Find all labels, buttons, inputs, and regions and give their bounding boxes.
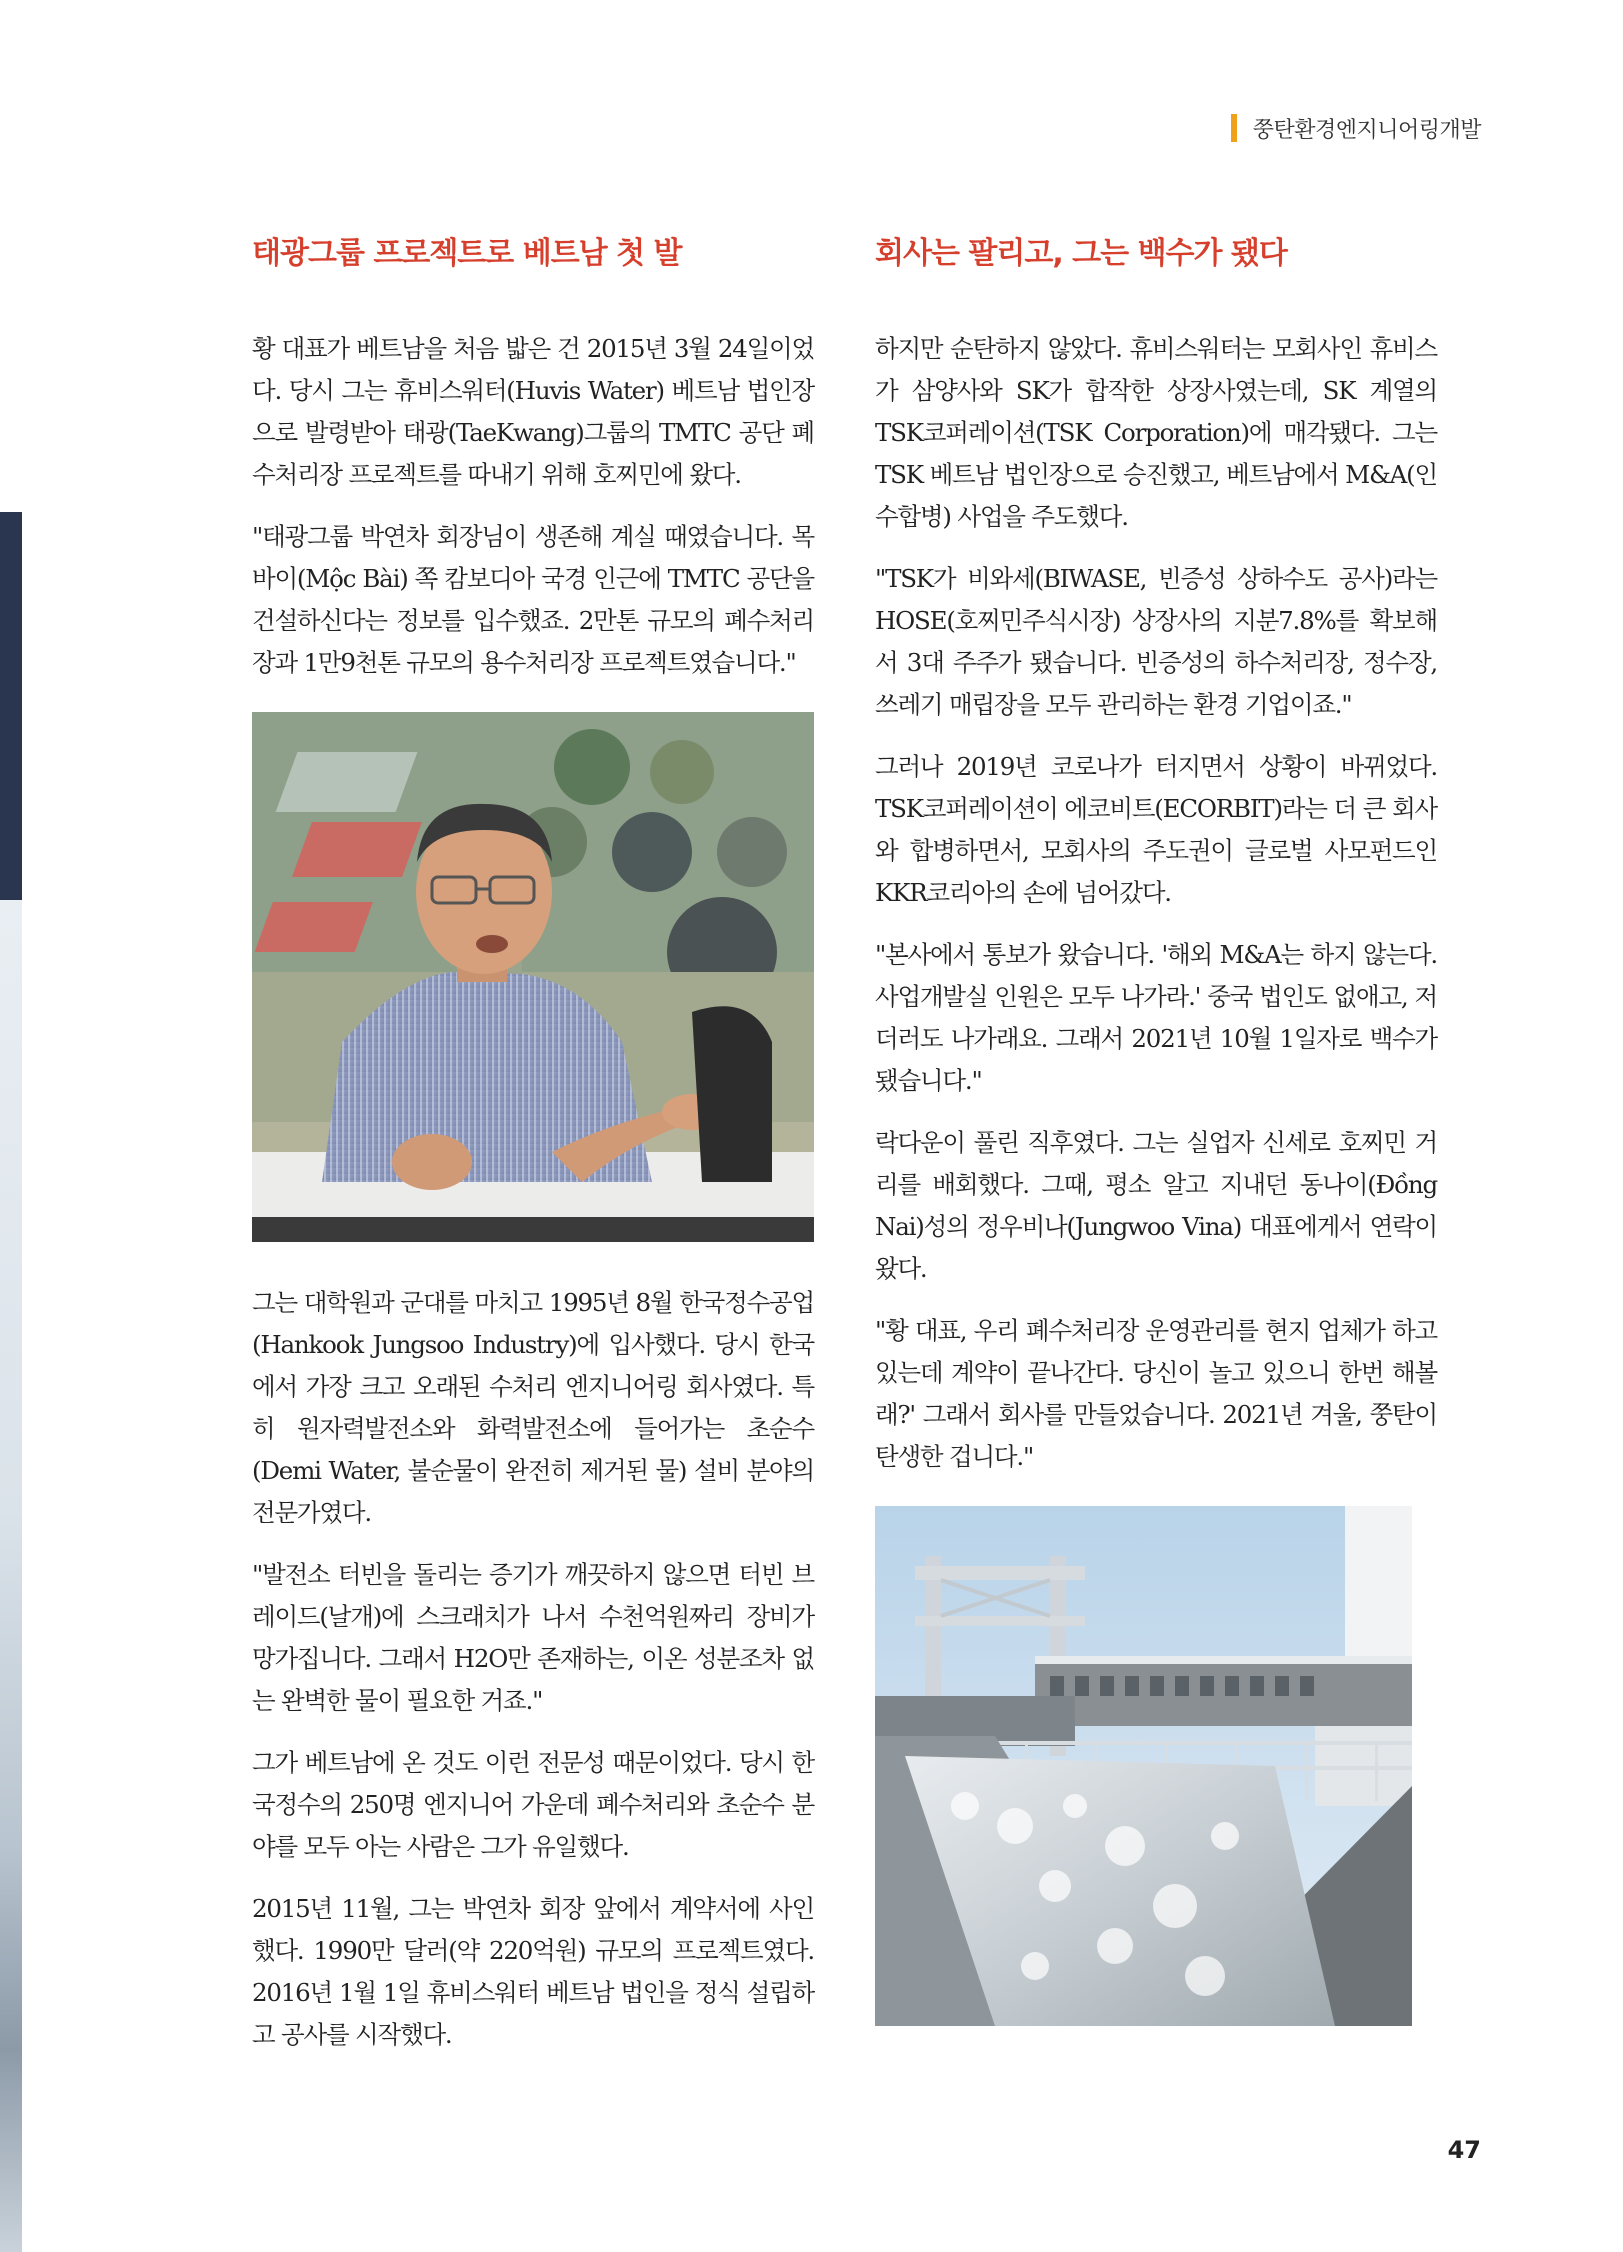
running-header xyxy=(1231,112,1481,144)
edge-decoration-bar xyxy=(0,512,22,900)
header-title: 쭝탄환경엔지니어링개발 xyxy=(1252,117,1481,143)
left-column xyxy=(252,232,814,2076)
paragraph: 그가 베트남에 온 것도 이런 전문성 때문이었다. 당시 한국정수의 250명 엔지니어 가운데 폐수처리와 초순수 분야를 모두 아는 사람은 그가 유일했다. xyxy=(252,1748,814,1861)
paragraph: "본사에서 통보가 왔습니다. '해외 M&A는 하지 않는다. 사업개발실 인원은 모두 나가라.' 중국 법인도 없애고, 저더러도 나가래요. 그래서 2021년 10월 1일자로 백수가 됐습니다." xyxy=(875,940,1437,1095)
photo-interview-man xyxy=(252,712,814,1242)
paragraph: 2015년 11월, 그는 박연차 회장 앞에서 계약서에 사인했다. 1990만 달러(약 220억원) 규모의 프로젝트였다. 2016년 1월 1일 휴비스워터 베트남 법인을 정식 설립하고 공사를 시작했다. xyxy=(252,1894,814,2049)
paragraph: 황 대표가 베트남을 처음 밟은 건 2015년 3월 24일이었다. 당시 그는 휴비스워터(Huvis Water) 베트남 법인장으로 발령받아 태광(TaeKwang)그룹의 TMTC 공단 폐수처리장 프로젝트를 따내기 위해 호찌민에 왔다. xyxy=(252,334,814,489)
paragraph: "황 대표, 우리 폐수처리장 운영관리를 현지 업체가 하고 있는데 계약이 끝나간다. 당신이 놀고 있으니 한번 해볼래?' 그래서 회사를 만들었습니다. 2021년 겨울, 쭝탄이 탄생한 겁니다." xyxy=(875,1316,1437,1471)
photo-interview-illustration xyxy=(252,712,814,1242)
edge-decoration-photo xyxy=(0,900,22,2252)
paragraph: "발전소 터빈을 돌리는 증기가 깨끗하지 않으면 터빈 브레이드(날개)에 스크래치가 나서 수천억원짜리 장비가 망가집니다. 그래서 H2O만 존재하는, 이온 성분조차 없는 완벽한 물이 필요한 거죠." xyxy=(252,1560,814,1715)
page-number: 47 xyxy=(1447,2136,1481,2164)
paragraph: 락다운이 풀린 직후였다. 그는 실업자 신세로 호찌민 거리를 배회했다. 그때, 평소 알고 지내던 동나이(Đồng Nai)성의 정우비나(Jungwoo Vina) 대표에게서 연락이 왔다. xyxy=(875,1128,1437,1283)
photo-treatment-tank xyxy=(875,1506,1412,2026)
paragraph: "TSK가 비와세(BIWASE, 빈증성 상하수도 공사)라는 HOSE(호찌민주식시장) 상장사의 지분7.8%를 확보해서 3대 주주가 됐습니다. 빈증성의 하수처리장, 정수장, 쓰레기 매립장을 모두 관리하는 환경 기업이죠." xyxy=(875,564,1437,719)
photo-treatment-illustration xyxy=(875,1506,1412,2026)
paragraph: "태광그룹 박연차 회장님이 생존해 계실 때였습니다. 목바이(Mộc Bài) 쪽 캄보디아 국경 인근에 TMTC 공단을 건설하신다는 정보를 입수했죠. 2만톤 규모의 폐수처리장과 1만9천톤 규모의 용수처리장 프로젝트였습니다." xyxy=(252,522,814,677)
section-heading-right: 회사는 팔리고, 그는 백수가 됐다 xyxy=(875,236,1287,271)
paragraph: 그는 대학원과 군대를 마치고 1995년 8월 한국정수공업(Hankook Jungsoo Industry)에 입사했다. 당시 한국에서 가장 크고 오래된 수처리 엔지니어링 회사였다. 특히 원자력발전소와 화력발전소에 들어가는 초순수(Demi Water, 불순물이 완전히 제거된 물) 설비 분야의 전문가였다. xyxy=(252,1288,814,1527)
paragraph: 하지만 순탄하지 않았다. 휴비스워터는 모회사인 휴비스가 삼양사와 SK가 합작한 상장사였는데, SK 계열의 TSK코퍼레이션(TSK Corporation)에 매각됐다. 그는 TSK 베트남 법인장으로 승진했고, 베트남에서 M&A(인수합병) 사업을 주도했다. xyxy=(875,334,1437,531)
header-accent-bar xyxy=(1231,114,1237,142)
section-heading-left: 태광그룹 프로젝트로 베트남 첫 발 xyxy=(252,236,682,271)
right-column xyxy=(875,232,1437,2066)
paragraph: 그러나 2019년 코로나가 터지면서 상황이 바뀌었다. TSK코퍼레이션이 에코비트(ECORBIT)라는 더 큰 회사와 합병하면서, 모회사의 주도권이 글로벌 사모펀드인 KKR코리아의 손에 넘어갔다. xyxy=(875,752,1437,907)
